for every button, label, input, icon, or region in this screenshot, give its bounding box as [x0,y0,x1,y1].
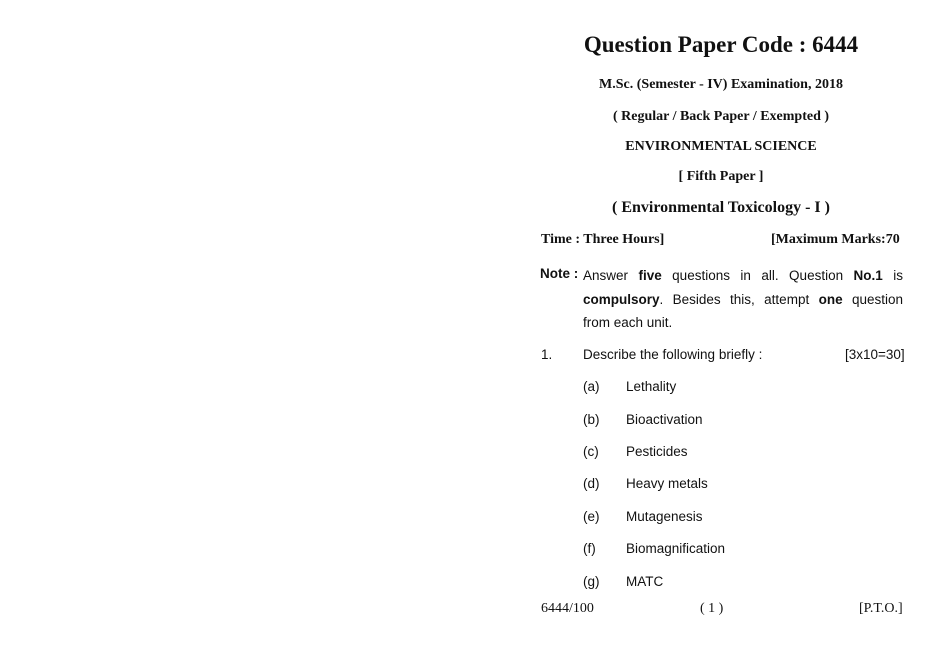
footer-pto: [P.T.O.] [859,601,903,616]
item-label: (g) [583,574,600,589]
paper-number: [ Fifth Paper ] [678,169,764,184]
footer-page-number: ( 1 ) [700,601,724,616]
item-label: (d) [583,476,600,491]
question-text: Describe the following briefly : [583,347,763,362]
note-emphasis: one [818,291,843,307]
subject-title: ENVIRONMENTAL SCIENCE [625,139,817,154]
note-emphasis: No.1 [853,268,883,283]
note-label: Note : [540,266,579,281]
item-text: Biomagnification [626,541,726,556]
note-part: question from each unit. [583,291,904,330]
paper-topic: ( Environmental Toxicology - I ) [612,199,830,216]
maximum-marks: [Maximum Marks:70 [771,232,900,247]
note-part: . Besides this, attempt [659,291,819,307]
question-marks: [3x10=30] [845,347,905,362]
item-label: (f) [583,541,596,556]
item-text: Mutagenesis [626,509,703,524]
time-allowed: Time : Three Hours] [541,232,665,247]
question-paper-code: Question Paper Code : 6444 [583,32,859,57]
item-text: Bioactivation [626,412,703,427]
item-label: (a) [583,379,600,394]
item-label: (e) [583,509,600,524]
note-part: questions in all. Question [661,268,854,283]
note-text [583,264,903,335]
exam-title: M.Sc. (Semester - IV) Examination, 2018 [599,77,843,92]
item-text: MATC [626,574,664,589]
item-text: Heavy metals [626,476,708,491]
item-label: (b) [583,412,600,427]
note-emphasis: compulsory [583,291,660,307]
item-text: Lethality [626,379,677,394]
question-number: 1. [541,347,553,362]
footer-paper-code: 6444/100 [541,601,594,616]
note-part: is [882,268,904,283]
item-text: Pesticides [626,444,688,459]
exam-type: ( Regular / Back Paper / Exempted ) [612,109,830,124]
note-part: Answer [583,268,639,283]
note-emphasis: five [638,268,662,283]
item-label: (c) [583,444,599,459]
